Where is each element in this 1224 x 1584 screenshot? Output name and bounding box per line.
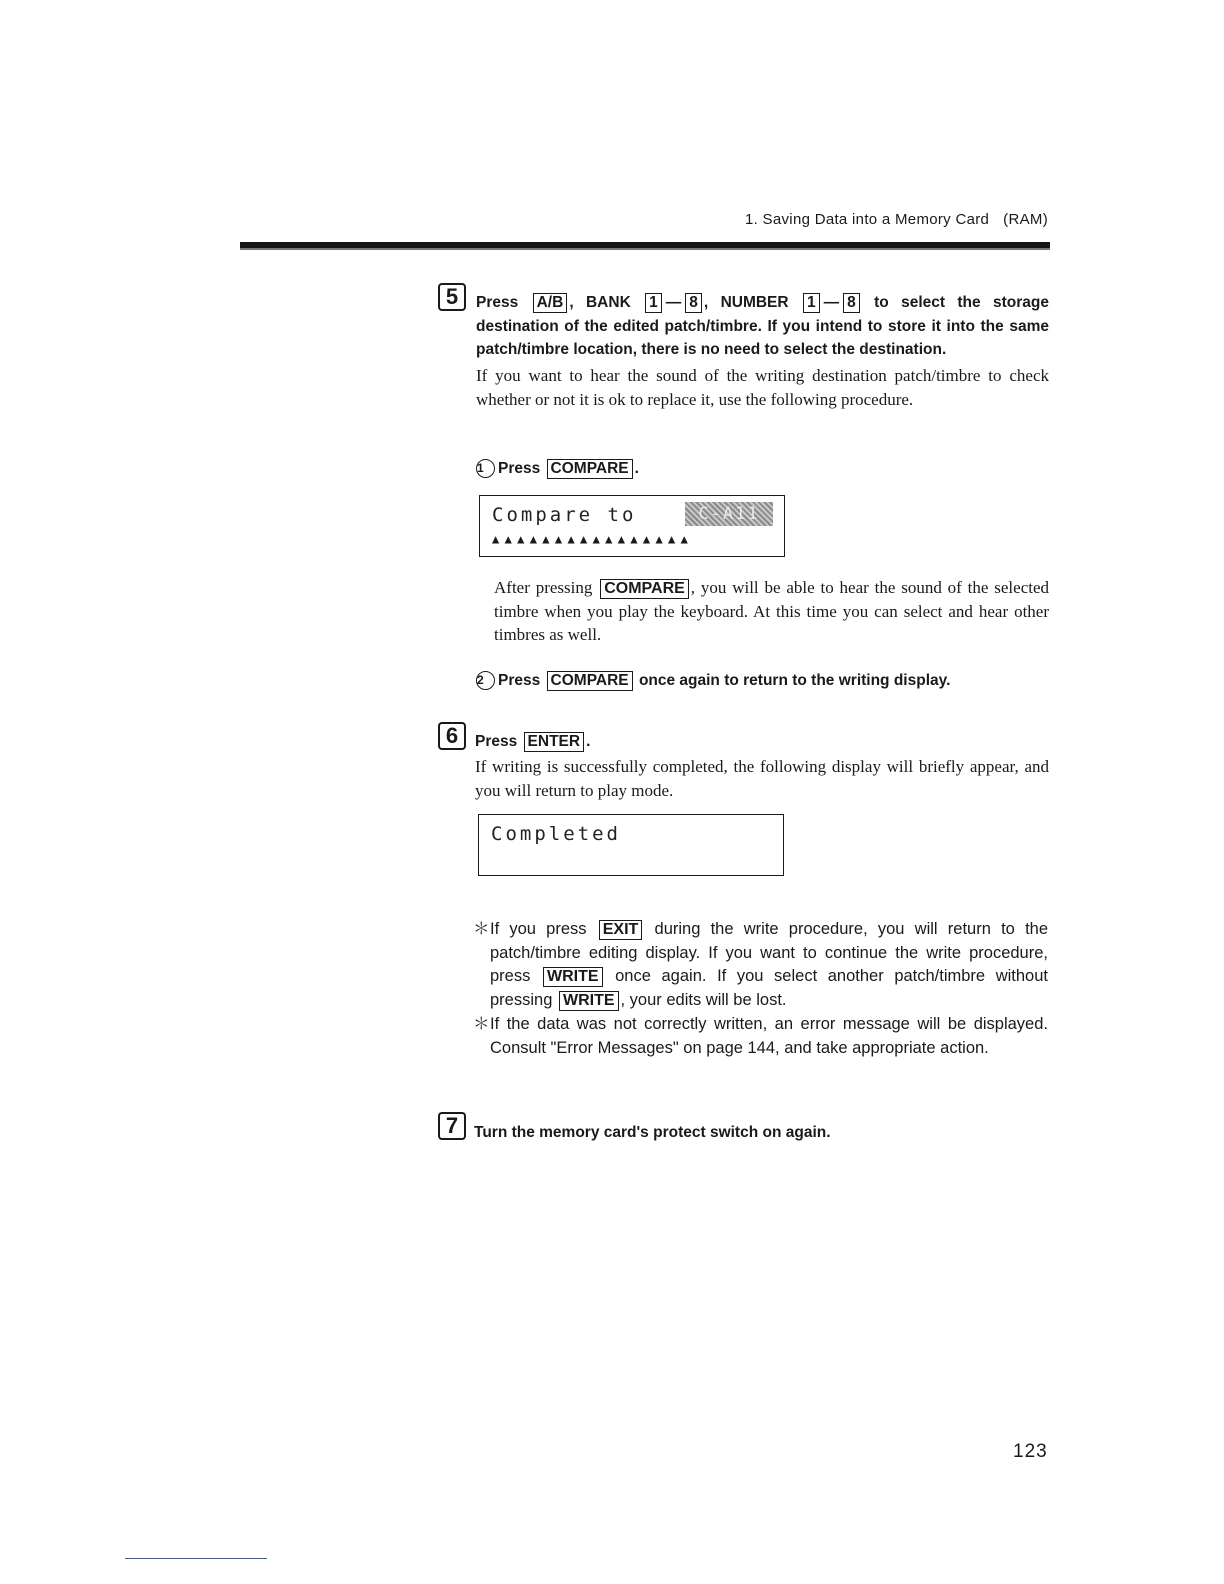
step-5-bold-text: to select the storage destination of the edited patch/timbre. If you intend to store it into the same patch/timbre location, there is no need to select the destination. (476, 294, 1049, 358)
circled-1: 1 (476, 459, 495, 478)
step-5-instruction: Press A/B , BANK 1 — 8 , NUMBER 1 — 8 to select the storage destination of the edited patch/timbre. If you intend to store it into the same patch/timbre location, there is no need to select the destination. (476, 294, 1049, 358)
asterisk-mark: ＊ (473, 1015, 490, 1033)
key-exit: EXIT (599, 920, 643, 940)
header-section: 1. Saving Data into a Memory Card (744, 211, 990, 228)
dash: — (665, 294, 682, 311)
footer-line (125, 1558, 267, 1559)
step-5-body: If you want to hear the sound of the writing destination patch/timbre to check whether or not it is ok to replace it, use the following procedure. (476, 366, 1049, 409)
bank-label: BANK (585, 294, 631, 311)
circled-2: 2 (476, 671, 495, 690)
running-header (745, 211, 1048, 228)
step-5-number: 5 (438, 283, 466, 311)
press-label: Press (476, 294, 519, 311)
substep-1: 1 Press COMPARE . (477, 460, 639, 477)
header-device: (RAM) (1003, 211, 1048, 228)
lcd-compare-highlight: C-A11 (685, 502, 773, 526)
note-1-d: , your edits will be lost. (620, 990, 787, 1009)
lcd-compare-text: Compare to (492, 504, 637, 526)
substep-2 (476, 669, 1049, 693)
dash: — (823, 294, 840, 311)
number-label: NUMBER (720, 294, 789, 311)
note-1-c: once again. If you select another patch/timbre without pressing (490, 967, 1048, 1009)
substep-2-text: once again to return to the writing display. (638, 672, 951, 689)
note-1-a: If you press (490, 920, 587, 938)
press-label: Press (498, 672, 541, 689)
key-number-8: 8 (843, 293, 860, 313)
step-6-instruction: Press ENTER . (475, 733, 591, 750)
key-compare: COMPARE (547, 671, 633, 691)
note-exit (473, 918, 1049, 1012)
note-1-b: during the write procedure, you will return to the patch/timbre editing display. If you want to continue the write procedure, press (490, 920, 1049, 985)
asterisk-mark: ＊ (473, 920, 490, 938)
after-text-pre: After pressing (494, 578, 593, 597)
step-6-body: If writing is successfully completed, the following display will briefly appear, and you will return to play mode. (475, 757, 1049, 800)
key-write: WRITE (543, 967, 603, 987)
step-6-number: 6 (438, 722, 466, 750)
header-rule (240, 242, 1050, 248)
key-compare: COMPARE (600, 579, 689, 599)
after-compare-text (494, 576, 1049, 647)
key-write: WRITE (559, 991, 619, 1011)
key-number-1: 1 (803, 293, 820, 313)
step-7-instruction: Turn the memory card's protect switch on again. (474, 1124, 831, 1141)
lcd-completed-display (478, 814, 784, 876)
lcd-completed-text: Completed (491, 823, 621, 845)
key-ab: A/B (533, 293, 568, 313)
lcd-cursor-row: ▲▲▲▲▲▲▲▲▲▲▲▲▲▲▲▲ (492, 532, 694, 546)
step-7-number: 7 (438, 1112, 466, 1140)
page-number: 123 (1013, 1441, 1048, 1462)
after-text-post: , you will be able to hear the sound of the selected timbre when you play the keyboard. At this time you can select and hear other timbres as well. (494, 578, 1050, 644)
lcd-compare-display (479, 495, 785, 557)
key-bank-1: 1 (645, 293, 662, 313)
key-compare: COMPARE (547, 459, 633, 479)
press-label: Press (498, 460, 541, 477)
note-2-text: If the data was not correctly written, an error message will be displayed. Consult "Error Messages" on page 144, and take appropriate action. (490, 1015, 1048, 1057)
key-bank-8: 8 (685, 293, 702, 313)
press-label: Press (475, 733, 518, 750)
note-error (473, 1013, 1048, 1060)
key-enter: ENTER (524, 732, 585, 752)
